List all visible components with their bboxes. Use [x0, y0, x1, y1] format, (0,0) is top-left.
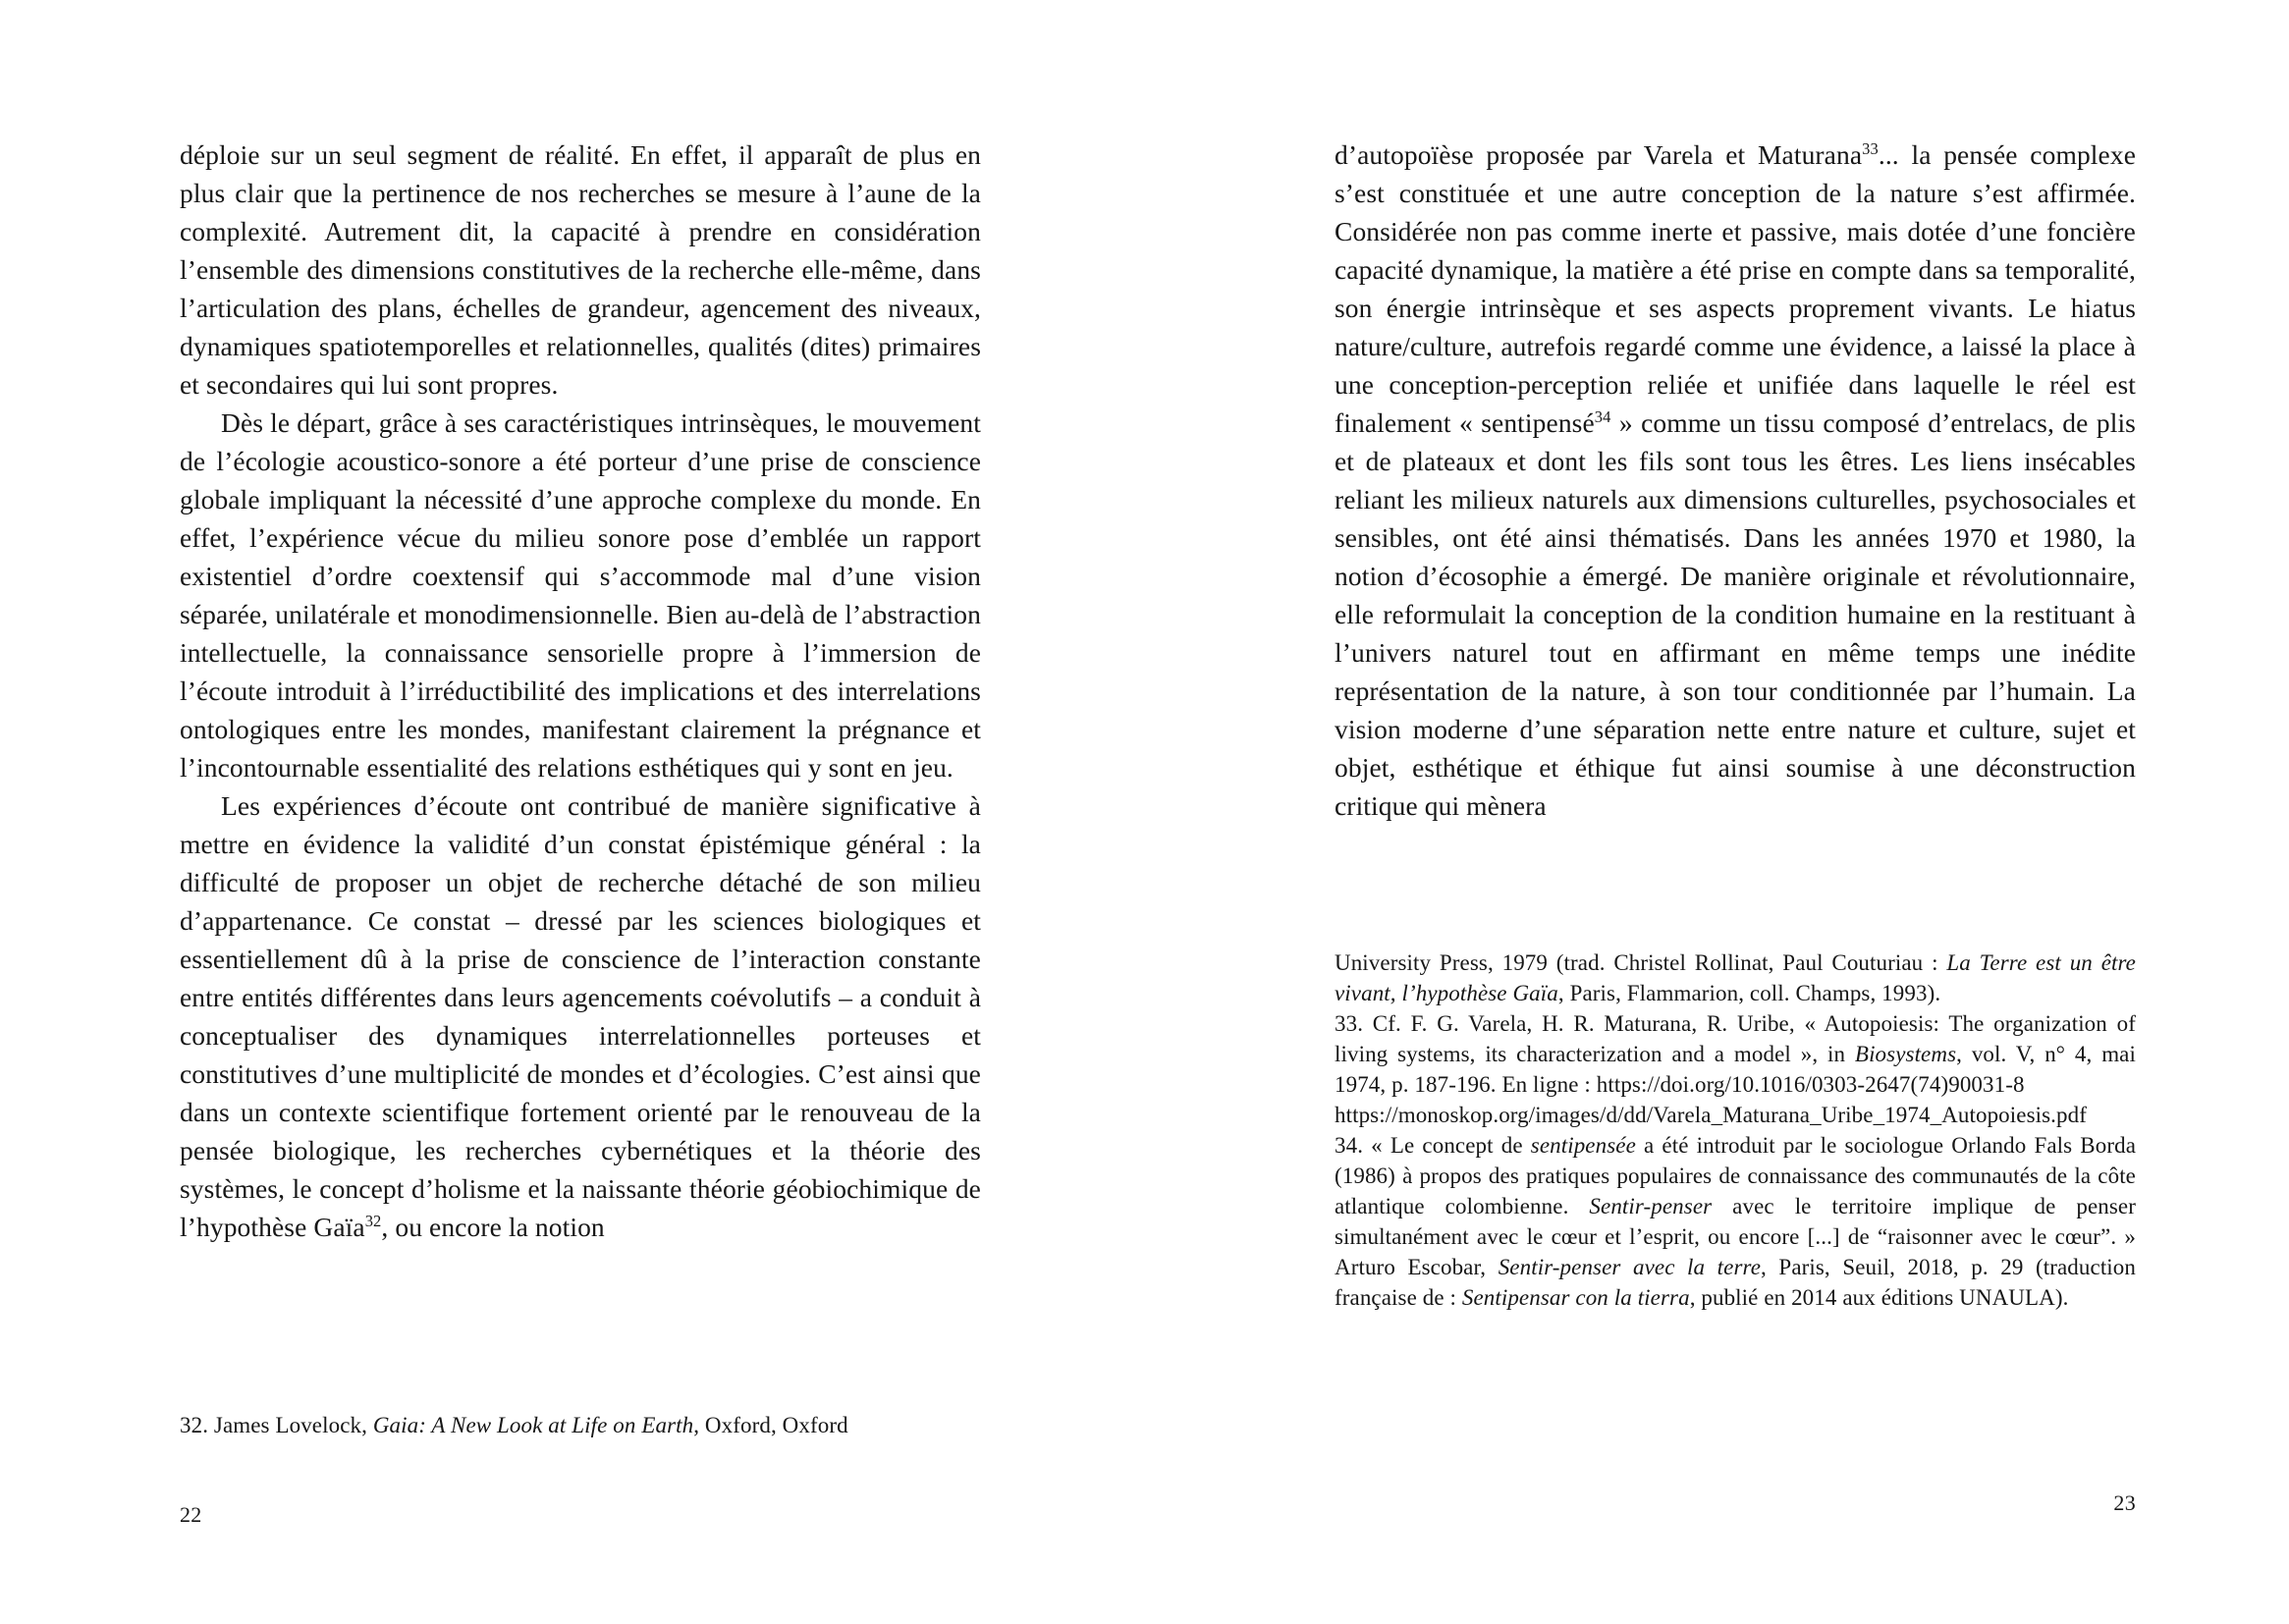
page-23-footnotes [1335, 947, 2136, 1313]
paragraph: Les expériences d’écoute ont contribué de manière significative à mettre en évidence la validité d’un constat épistémique général : la difficulté de proposer un objet de recherche détaché de son milieu d’appartenance. Ce constat – dressé par les sciences biologiques et essentiellement dû à la prise de conscience de l’interaction constante entre entités différentes dans leurs agencements coévolutifs – a conduit à conceptualiser des dynamiques interrelationnelles porteuses et constitutives d’une multiplicité de mondes et d’écologies. C’est ainsi que dans un contexte scientifique fortement orienté par le renouveau de la pensée biologique, les recherches cybernétiques et la théorie des systèmes, le concept d’holisme et la naissante théorie géobiochimique de l’hypothèse Gaïa$^{32}$, ou encore la notion [180, 790, 981, 1242]
page-number: 23 [2113, 1490, 2136, 1515]
page-22 [0, 0, 1144, 1624]
page-22-body-text [180, 135, 981, 1246]
paragraph: Dès le départ, grâce à ses caractéristiques intrinsèques, le mouvement de l’écologie acoustico-sonore a été porteur d’une prise de conscience globale impliquant la nécessité d’une approche complexe du monde. En effet, l’expérience vécue du milieu sonore pose d’emblée un rapport existentiel d’ordre coextensif qui s’accommode mal d’une vision séparée, unilatérale et monodimensionnelle. Bien au-delà de l’abstraction intellectuelle, la connaissance sensorielle propre à l’immersion de l’écoute introduit à l’irréductibilité des implications et des interrelations ontologiques entre les mondes, manifestant clairement la prégnance et l’incontournable essentialité des relations esthétiques qui y sont en jeu. [180, 407, 981, 783]
footnote-url: https://monoskop.org/images/d/dd/Varela_Maturana_Uribe_1974_Autopoiesis.pdf [1335, 1103, 2087, 1127]
page-23 [1145, 0, 2289, 1624]
paragraph: déploie sur un seul segment de réalité. En effet, il apparaît de plus en plus clair que la pertinence de nos recherches se mesure à l’aune de la complexité. Autrement dit, la capacité à prendre en considération l’ensemble des dimensions constitutives de la recherche elle-même, dans l’articulation des plans, échelles de grandeur, agencement des niveaux, dynamiques spatiotemporelles et relationnelles, qualités (dites) primaires et secondaires qui lui sont propres. [180, 139, 981, 400]
page-number: 22 [180, 1502, 202, 1527]
footnote: University Press, 1979 (trad. Christel Rollinat, Paul Couturiau : La Terre est un être vivant, l’hypothèse Gaïa, Paris, Flammarion, coll. Champs, 1993). [1335, 950, 2136, 1005]
paragraph: d’autopoïèse proposée par Varela et Maturana$^{33}$... la pensée complexe s’est constituée et une autre conception de la nature s’est affirmée. Considérée non pas comme inerte et passive, mais dotée d’une foncière capacité dynamique, la matière a été prise en compte dans sa temporalité, son énergie intrinsèque et ses aspects proprement vivants. Le hiatus nature/culture, autrefois regardé comme une évidence, a laissé la place à une conception-perception reliée et unifiée dans laquelle le réel est finalement « sentipensé$^{34}$ » comme un tissu composé d’entrelacs, de plis et de plateaux et dont les fils sont tous les êtres. Les liens insécables reliant les milieux naturels aux dimensions culturelles, psychosociales et sensibles, ont été ainsi thématisés. Dans les années 1970 et 1980, la notion d’écosophie a émergé. De manière originale et révolutionnaire, elle reformulait la conception de la condition humaine en la restituant à l’univers naturel tout en affirmant en même temps une inédite représentation de la nature, à son tour conditionnée par l’humain. La vision moderne d’une séparation nette entre nature et culture, sujet et objet, esthétique et éthique fut ainsi soumise à une déconstruction critique qui mènera [1335, 138, 2136, 821]
footnote: 33. Cf. F. G. Varela, H. R. Maturana, R. Uribe, « Autopoiesis: The organization of living systems, its characterization and a model », in Biosystems, vol. V, n° 4, mai 1974, p. 187-196. En ligne : https://doi.org/10.1016/0303-2647(74)90031-8 [1335, 1011, 2136, 1097]
footnote: 34. « Le concept de sentipensée a été introduit par le sociologue Orlando Fals Borda (1986) à propos des pratiques populaires de connaissance des communautés de la côte atlantique colombienne. Sentir-penser avec le territoire implique de penser simultanément avec le cœur et l’esprit, ou encore [...] de “raisonner avec le cœur”. » Arturo Escobar, Sentir-penser avec la terre, Paris, Seuil, 2018, p. 29 (traduction française de : Sentipensar con la tierra, publié en 2014 aux éditions UNAULA). [1335, 1133, 2137, 1310]
footnote: 32. James Lovelock, Gaia: A New Look at Life on Earth, Oxford, Oxford [180, 1413, 848, 1437]
page-22-footnotes [180, 1410, 981, 1440]
page-23-body-text [1335, 135, 2136, 825]
